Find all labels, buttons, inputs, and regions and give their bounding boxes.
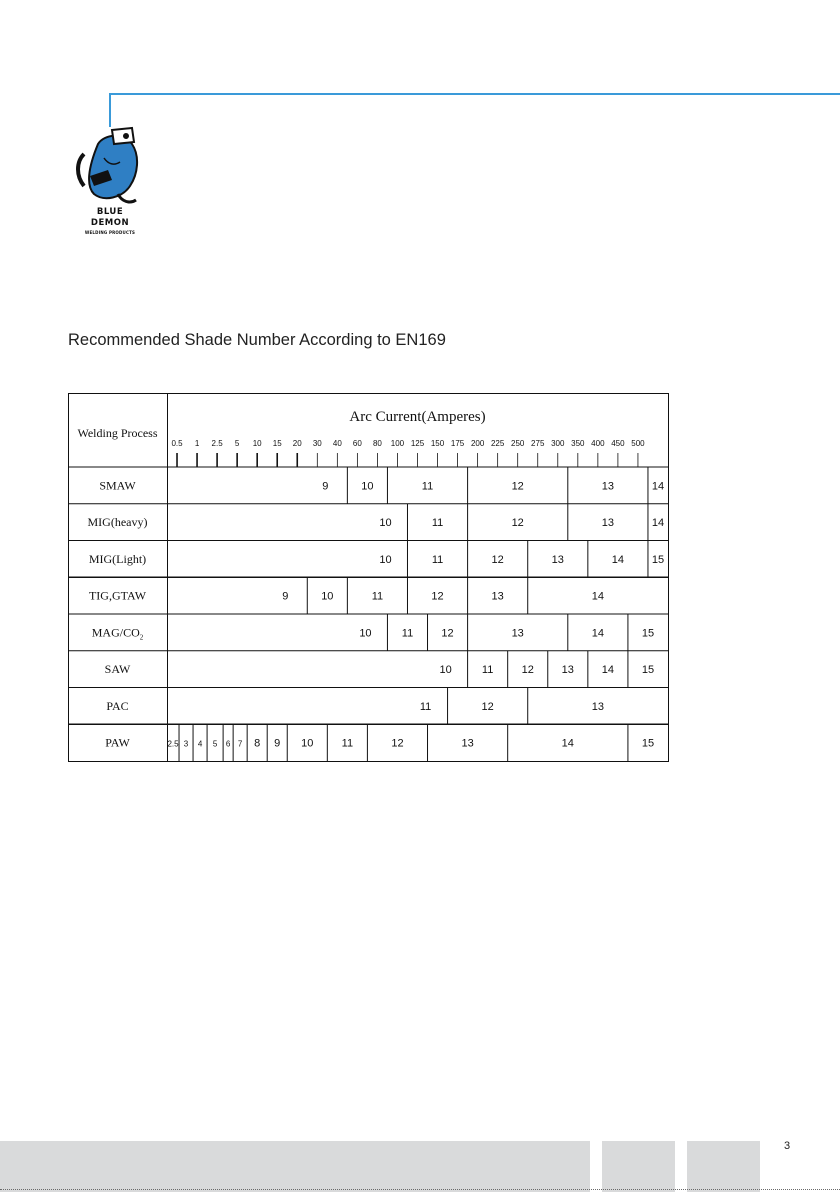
shade-number: 9 (274, 737, 281, 750)
page-number: 3 (784, 1140, 791, 1152)
x-tick-label: 225 (490, 439, 505, 448)
row-process-label: PAW (105, 735, 130, 750)
shade-number: 10 (359, 627, 372, 640)
shade-number: 13 (491, 590, 504, 603)
shade-number: 7 (237, 739, 243, 749)
brand-name-line1: BLUE (96, 207, 124, 217)
x-tick-label: 125 (410, 439, 425, 448)
shade-number: 10 (321, 590, 334, 603)
x-tick-label: 450 (611, 439, 625, 448)
row-header-label: Welding Process (77, 426, 158, 440)
demon-mascot-icon (74, 124, 146, 208)
shade-number: 12 (511, 517, 524, 530)
x-tick-label: 60 (352, 439, 362, 448)
x-tick-label: 250 (511, 439, 525, 448)
shade-number: 13 (601, 517, 615, 530)
x-tick-label: 300 (551, 439, 565, 448)
shade-number: 4 (197, 739, 203, 749)
x-tick-label: 150 (430, 439, 445, 448)
shade-number: 8 (254, 737, 261, 750)
shade-number: 14 (651, 517, 665, 530)
row-process-subscript: 2 (139, 633, 144, 642)
shade-number: 15 (641, 737, 655, 750)
x-tick-label: 30 (312, 439, 322, 448)
shade-number: 14 (651, 480, 665, 493)
shade-number: 15 (641, 664, 655, 677)
shade-number: 14 (591, 590, 604, 603)
row-process-label: MIG(heavy) (87, 515, 148, 530)
x-tick-label: 1 (194, 439, 200, 448)
shade-number: 11 (421, 480, 434, 493)
brand-name-line2: DEMON (90, 218, 130, 228)
shade-number: 2.5 (167, 739, 179, 749)
shade-number: 15 (651, 553, 665, 566)
x-tick-label: 40 (332, 439, 342, 448)
shade-table (68, 393, 669, 767)
shade-number: 13 (551, 553, 564, 566)
x-tick-label: 10 (252, 439, 262, 448)
x-tick-label: 275 (531, 439, 545, 448)
shade-number: 10 (439, 664, 452, 677)
shade-number: 11 (371, 590, 384, 603)
row-process-label: MIG(Light) (88, 551, 147, 566)
brand-logo (70, 124, 150, 244)
shade-number: 11 (341, 737, 354, 750)
bottom-dotted-rule (0, 1189, 840, 1190)
x-tick-label: 2.5 (211, 439, 223, 448)
shade-number: 12 (511, 480, 524, 493)
shade-number: 12 (481, 700, 494, 713)
shade-number: 11 (431, 517, 444, 530)
x-tick-label: 400 (591, 439, 605, 448)
shade-number: 10 (379, 517, 392, 530)
shade-number: 13 (591, 700, 604, 713)
shade-number: 9 (282, 590, 289, 603)
row-process-label: PAC (106, 698, 129, 713)
x-tick-label: 100 (390, 439, 405, 448)
brand-tagline: WELDING PRODUCTS (84, 230, 136, 235)
shade-number: 10 (379, 553, 392, 566)
shade-table-svg (68, 393, 669, 762)
chart-title: Arc Current(Amperes) (349, 409, 486, 425)
shade-number: 9 (322, 480, 329, 493)
footer-bar (0, 1141, 590, 1192)
section-title: Recommended Shade Number According to EN169 (68, 331, 446, 349)
shade-number: 11 (419, 700, 432, 713)
shade-number: 11 (481, 664, 494, 677)
x-tick-label: 5 (234, 439, 240, 448)
row-process-label: SAW (104, 662, 131, 677)
shade-number: 10 (361, 480, 374, 493)
shade-number: 14 (561, 737, 574, 750)
shade-number: 13 (601, 480, 615, 493)
row-process-label: TIG,GTAW (88, 588, 147, 603)
x-tick-label: 500 (631, 439, 645, 448)
header-rule-vertical (109, 93, 111, 127)
x-tick-label: 80 (372, 439, 382, 448)
shade-number: 6 (225, 739, 231, 749)
shade-number: 3 (183, 739, 189, 749)
header-rule-horizontal (109, 93, 840, 95)
x-tick-label: 15 (272, 439, 282, 448)
shade-number: 14 (611, 553, 625, 566)
shade-number: 12 (441, 627, 454, 640)
x-tick-label: 200 (470, 439, 485, 448)
footer-block-1 (602, 1141, 675, 1192)
shade-number: 12 (431, 590, 444, 603)
shade-number: 11 (431, 553, 444, 566)
shade-number: 13 (511, 627, 524, 640)
x-tick-label: 350 (571, 439, 585, 448)
shade-number: 10 (301, 737, 314, 750)
footer-block-2 (687, 1141, 760, 1192)
row-process-label: MAG/$CO_2$ (91, 625, 144, 642)
shade-number: 11 (401, 627, 414, 640)
shade-number: 14 (601, 664, 615, 677)
shade-number: 15 (641, 627, 655, 640)
x-tick-label: 175 (450, 439, 465, 448)
shade-number: 13 (561, 664, 574, 677)
shade-number: 14 (591, 627, 604, 640)
row-process-label: SMAW (99, 478, 136, 493)
shade-number: 13 (461, 737, 474, 750)
x-tick-label: 0.5 (171, 439, 183, 448)
shade-number: 12 (391, 737, 404, 750)
x-tick-label: 20 (292, 439, 302, 448)
shade-number: 12 (521, 664, 534, 677)
shade-number: 12 (491, 553, 504, 566)
shade-number: 5 (212, 739, 218, 749)
